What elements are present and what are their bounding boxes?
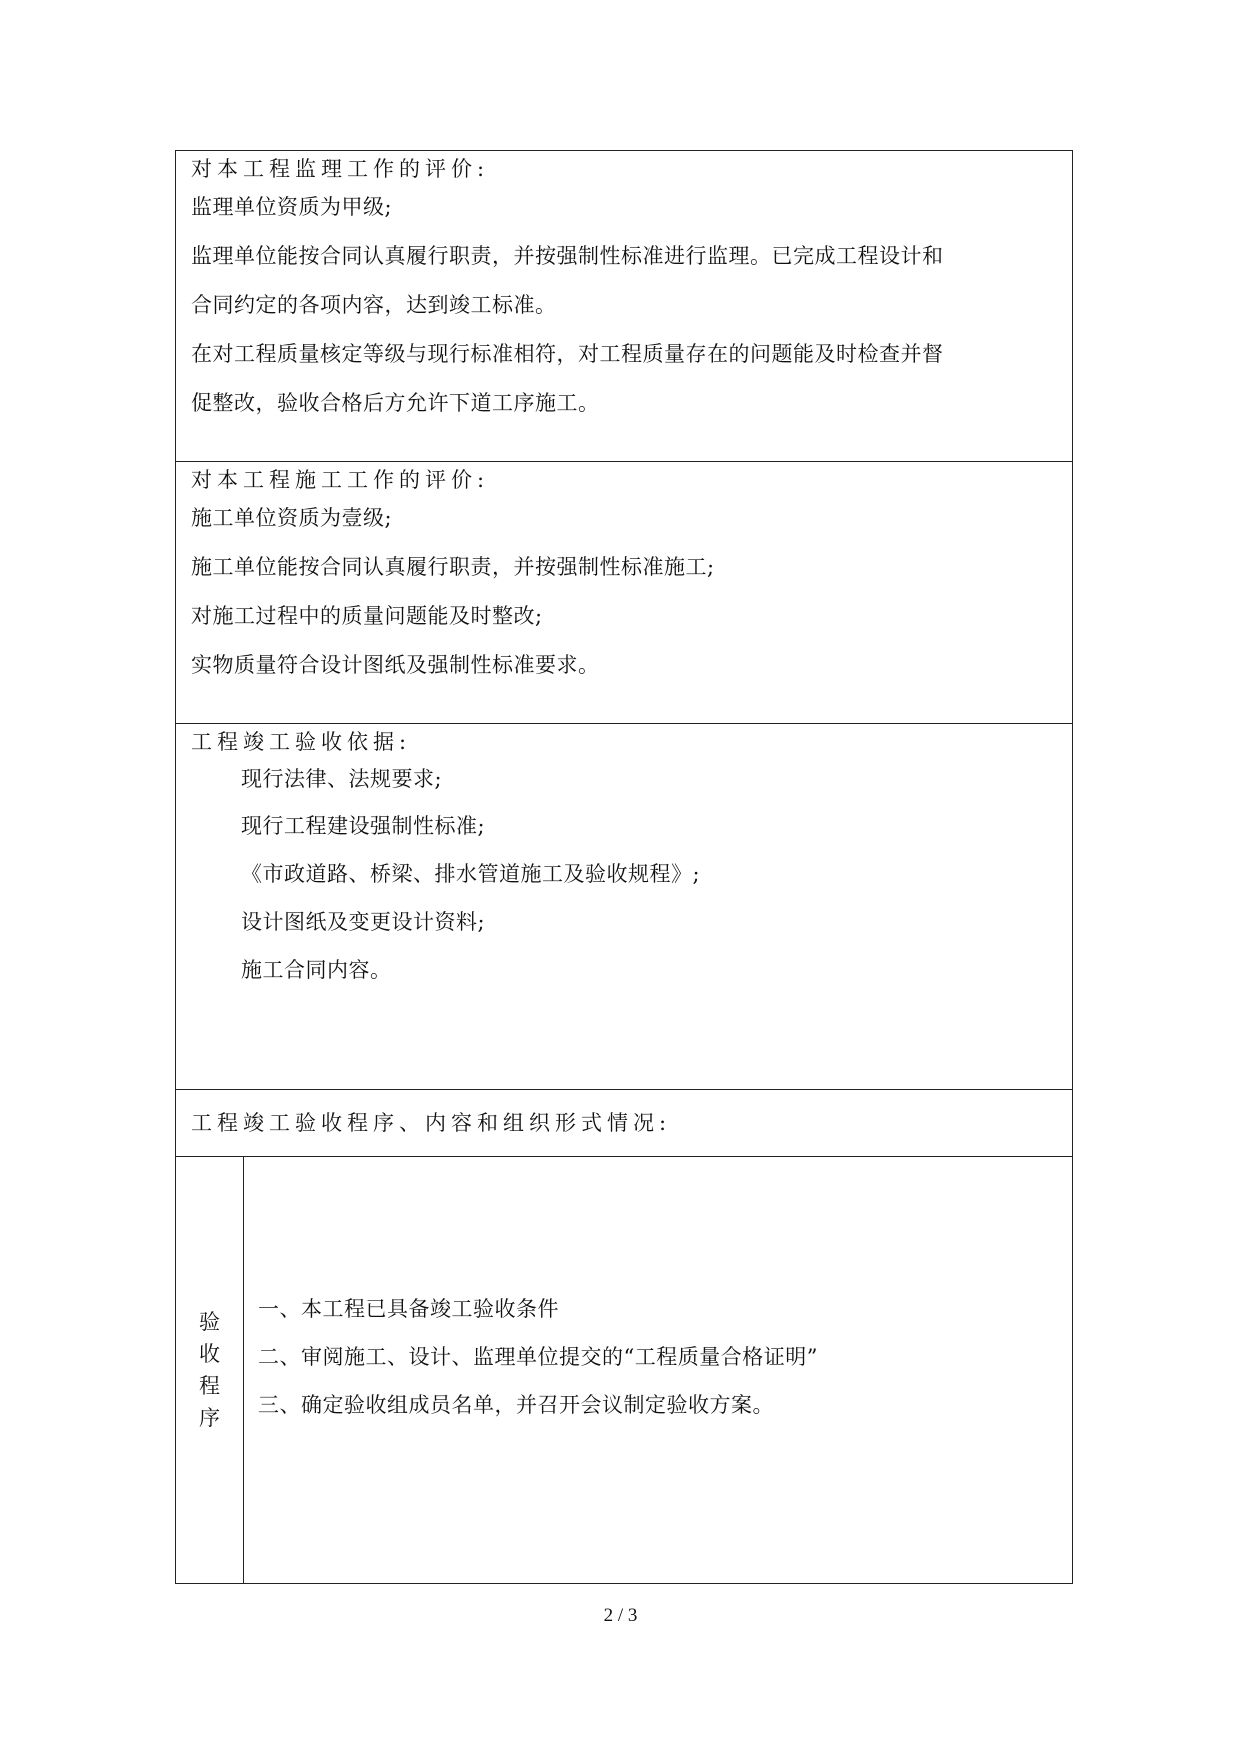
acceptance-form-table	[175, 150, 1073, 1584]
supervision-evaluation-line: 监理单位能按合同认真履行职责，并按强制性标准进行监理。已完成工程设计和	[191, 244, 944, 268]
construction-evaluation-line: 实物质量符合设计图纸及强制性标准要求。	[191, 653, 600, 677]
procedure-heading: 工程竣工验收程序、内容和组织形式情况:	[191, 1111, 672, 1135]
acceptance-basis-heading: 工程竣工验收依据:	[191, 730, 412, 754]
procedure-heading-section	[176, 1090, 1072, 1157]
acceptance-basis-item: 《市政道路、桥梁、排水管道施工及验收规程》;	[241, 862, 701, 886]
acceptance-basis-item: 施工合同内容。	[241, 958, 392, 982]
procedure-step: 二、审阅施工、设计、监理单位提交的“工程质量合格证明”	[258, 1345, 818, 1369]
acceptance-basis-item: 设计图纸及变更设计资料;	[241, 910, 486, 934]
supervision-evaluation-line: 在对工程质量核定等级与现行标准相符，对工程质量存在的问题能及时检查并督	[191, 342, 944, 366]
construction-evaluation-line: 对施工过程中的质量问题能及时整改;	[191, 604, 543, 628]
procedure-step: 一、本工程已具备竣工验收条件	[258, 1297, 559, 1321]
construction-evaluation-line: 施工单位能按合同认真履行职责，并按强制性标准施工;	[191, 555, 715, 579]
acceptance-basis-item: 现行工程建设强制性标准;	[241, 814, 486, 838]
supervision-evaluation-line: 合同约定的各项内容，达到竣工标准。	[191, 293, 557, 317]
supervision-evaluation-line: 监理单位资质为甲级;	[191, 195, 393, 219]
construction-evaluation-section	[176, 462, 1072, 724]
acceptance-basis-item: 现行法律、法规要求;	[241, 767, 443, 791]
supervision-evaluation-section	[176, 151, 1072, 462]
acceptance-basis-section	[176, 724, 1072, 1090]
procedure-section	[176, 1157, 1072, 1583]
supervision-evaluation-heading: 对本工程监理工作的评价:	[191, 157, 490, 181]
supervision-evaluation-line: 促整改，验收合格后方允许下道工序施工。	[191, 391, 600, 415]
procedure-side-label: 验收程序	[199, 1310, 220, 1430]
construction-evaluation-heading: 对本工程施工工作的评价:	[191, 468, 490, 492]
construction-evaluation-line: 施工单位资质为壹级;	[191, 506, 393, 530]
page-number: 2 / 3	[603, 1605, 638, 1626]
procedure-steps	[244, 1157, 1072, 1583]
procedure-side-label-cell	[176, 1157, 244, 1583]
procedure-step: 三、确定验收组成员名单，并召开会议制定验收方案。	[258, 1393, 774, 1417]
